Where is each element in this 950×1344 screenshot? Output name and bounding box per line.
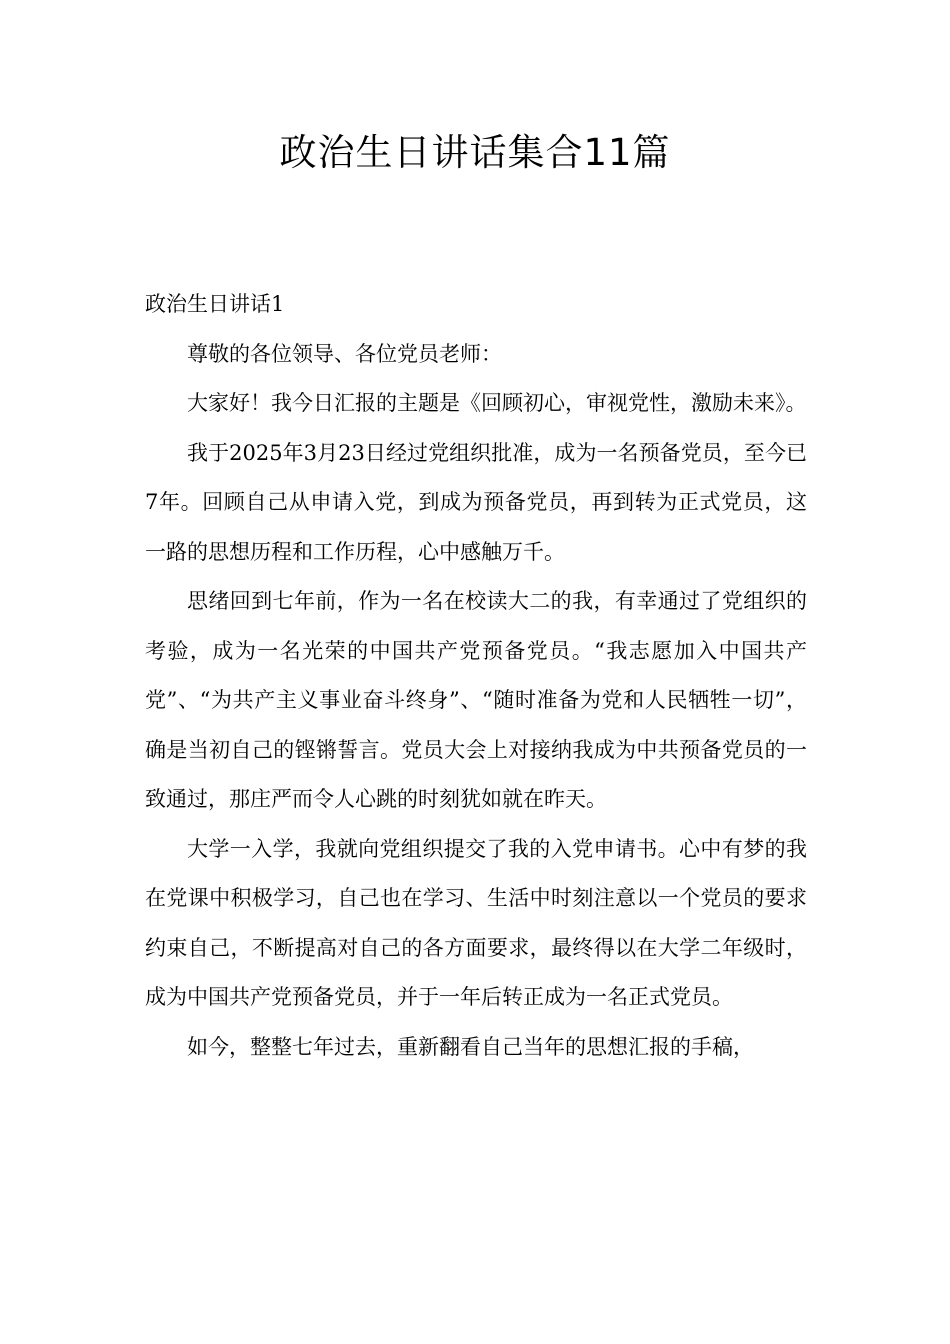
paragraph-membership-date: 我于2025年3月23日经过党组织批准，成为一名预备党员，至今已7年。回顾自己从申请入党，到成为预备党员，再到转为正式党员，这一路的思想历程和工作历程，心中感触万千。 [145,440,807,564]
document-body [145,280,807,1072]
paragraph-greeting: 大家好！我今日汇报的主题是《回顾初心，审视党性，激励未来》。 [187,391,807,415]
paragraph-university: 大学一入学，我就向党组织提交了我的入党申请书。心中有梦的我在党课中积极学习，自己也在学习、生活中时刻注意以一个党员的要求约束自己，不断提高对自己的各方面要求，最终得以在大学二年级时，成为中国共产党预备党员，并于一年后转正成为一名正式党员。 [145,836,807,1009]
paragraph-salutation: 尊敬的各位领导、各位党员老师： [187,341,502,366]
paragraph-seven-years-ago: 思绪回到七年前，作为一名在校读大二的我，有幸通过了党组织的考验，成为一名光荣的中国共产党预备党员。“我志愿加入中国共产党”、“为共产主义事业奋斗终身”、“随时准备为党和人民牺牲一切”，确是当初自己的铿锵誓言。党员大会上对接纳我成为中共预备党员的一致通过，那庄严而令人心跳的时刻犹如就在昨天。 [145,589,807,811]
document-title: 政治生日讲话集合11篇 [279,131,671,174]
section-heading: 政治生日讲话1 [145,292,285,316]
paragraph-today: 如今，整整七年过去，重新翻看自己当年的思想汇报的手稿， [187,1034,754,1059]
